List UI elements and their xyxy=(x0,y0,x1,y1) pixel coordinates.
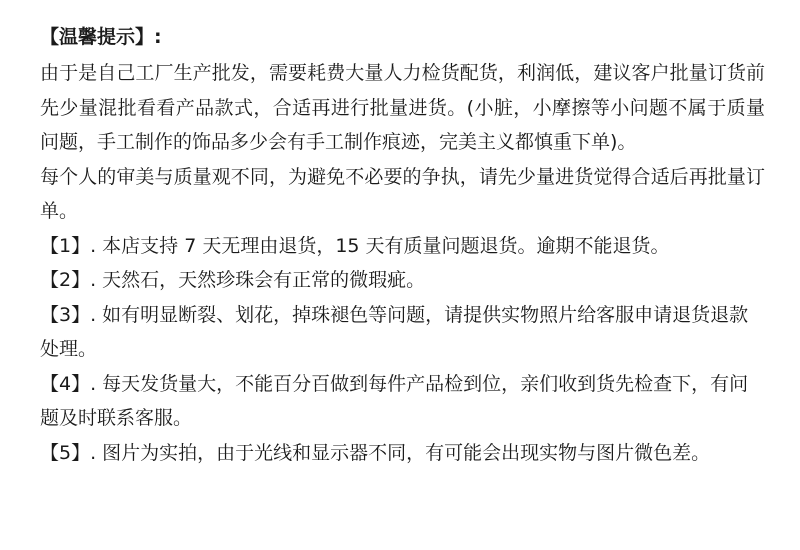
notice-body xyxy=(40,56,765,470)
notice-item-2: 【2】. 天然石，天然珍珠会有正常的微瑕疵。 xyxy=(40,269,426,291)
notice-item-3: 【3】. 如有明显断裂、划花，掉珠褪色等问题，请提供实物照片给客服申请退货退款处理。 xyxy=(40,303,749,360)
notice-item-4: 【4】. 每天发货量大，不能百分百做到每件产品检到位，亲们收到货先检查下，有问题及时联系客服。 xyxy=(40,372,749,429)
advice-paragraph: 每个人的审美与质量观不同，为避免不必要的争执，请先少量进货觉得合适后再批量订单。 xyxy=(40,165,765,222)
notice-item-1: 【1】. 本店支持 7 天无理由退货，15 天有质量问题退货。逾期不能退货。 xyxy=(40,234,670,257)
intro-paragraph: 由于是自己工厂生产批发，需要耗费大量人力检货配货，利润低，建议客户批量订货前先少量混批看看产品款式，合适再进行批量进货。(小脏，小摩擦等小问题不属于质量问题，手工制作的饰品多少会有手工制作痕迹，完美主义都慎重下单)。 xyxy=(40,62,765,153)
notice-title: 【温馨提示】: xyxy=(40,26,162,48)
notice-item-5: 【5】. 图片为实拍，由于光线和显示器不同，有可能会出现实物与图片微色差。 xyxy=(40,441,711,464)
